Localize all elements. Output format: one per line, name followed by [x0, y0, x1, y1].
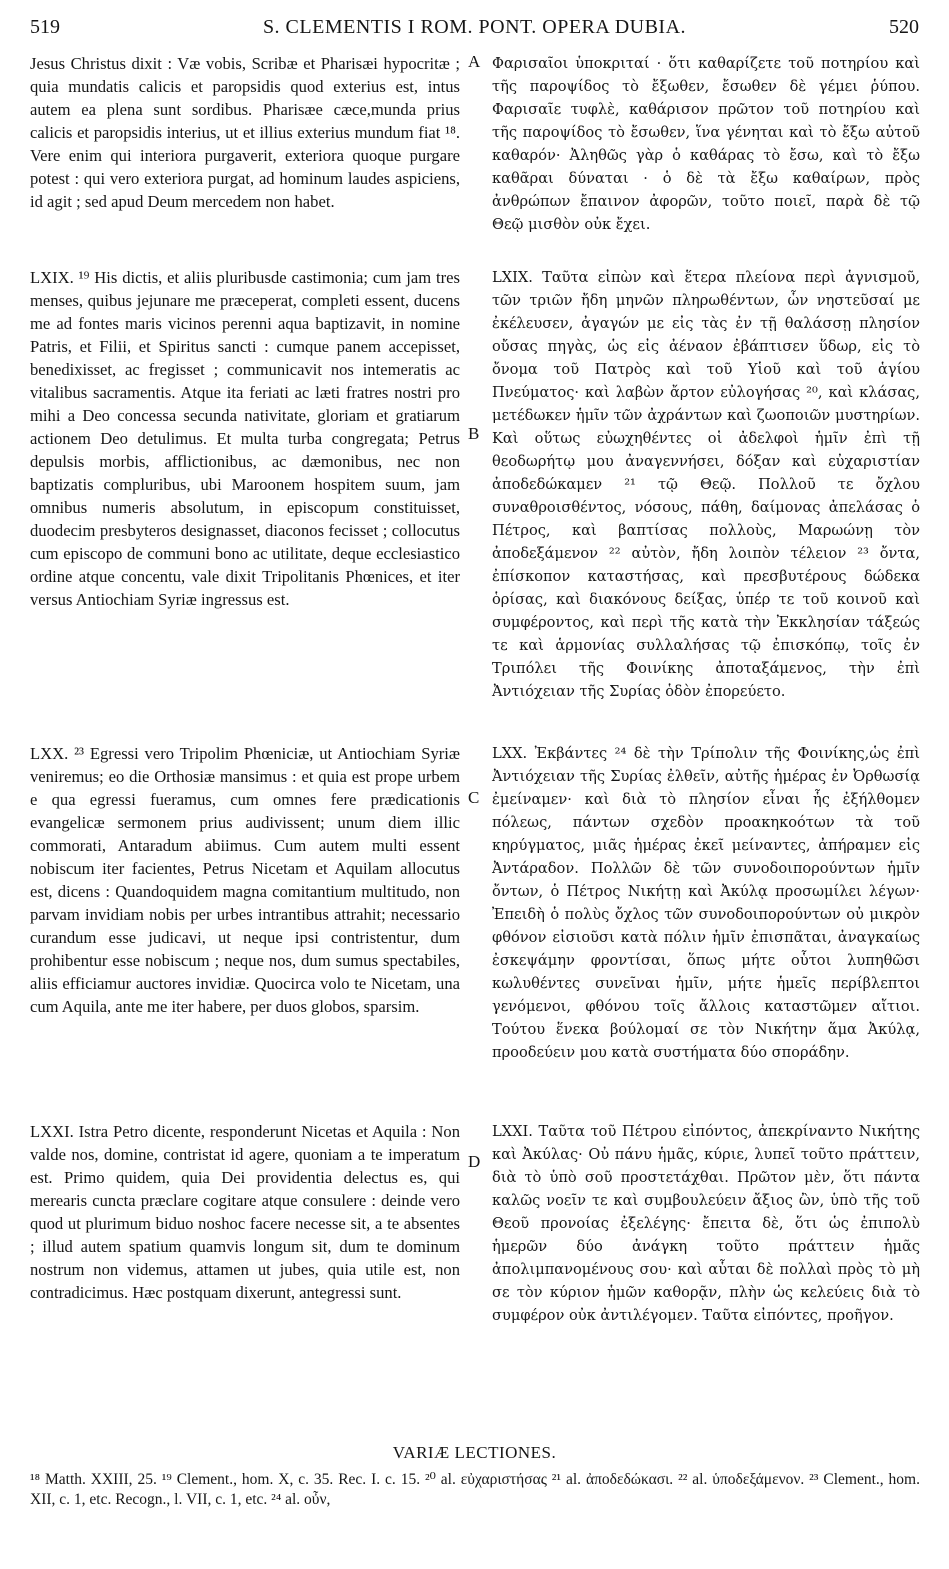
greek-text-1: Φαρισαῖοι ὑποκριταί · ὅτι καθαρίζετε τοῦ ποτηρίου καὶ τῆς παροψίδος τὸ ἔξωθεν, ἔσωθεν δὲ γέμει ῥύπου. Φαρισαῖε τυφλὲ, καθάρισον πρῶτον τοῦ ποτηρίου καὶ τῆς παροψίδος τὸ ἔσωθεν, ἵνα γένηται καὶ τὸ ἔξω αὐτοῦ καθαρόν· Ἀληθῶς γὰρ ὁ καθάρας τὸ ἔσω, καὶ τὸ ἔξω καθᾶραι δύναται · ὁ δὲ τὰ ἔξω καθαίρων, πρὸς ἀνθρώπων ἔπαινον ἀφορῶν, τοῦτο ποιεῖ, παρὰ δὲ τῷ Θεῷ μισθὸν οὐκ ἔχει. — [492, 55, 920, 233]
greek-paragraph-4 — [492, 1120, 920, 1327]
margin-letter-c: C — [468, 788, 480, 807]
greek-text-2: LXIX. Ταῦτα εἰπὼν καὶ ἕτερα πλείονα περὶ ἁγνισμοῦ, τῶν τριῶν ἤδη μηνῶν πληρωθέντων, ὧν νηστεῦσαί με ἐκέλευσεν, ἀγαγών με εἰς τὰς ἐν τῇ θαλάσσῃ πλησίον οὔσας πηγὰς, ὡς εἰς ἀέναον ἐβάπτισεν ὕδωρ, εἰς τὸ ὄνομα τοῦ Πατρὸς καὶ τοῦ Υἱοῦ καὶ τοῦ ἁγίου Πνεύματος· καὶ λαβὼν ἄρτον εὐλογήσας ²⁰, καὶ κλάσας, μετέδωκεν ἡμῖν τῶν ἀχράντων καὶ ζωοποιῶν μυστηρίων. Καὶ οὕτως εὐωχηθέντες οἱ ἀδελφοὶ ἡμῖν ἐπὶ τῇ θεοδωρήτῳ μου ἀναγεννήσει, δόξαν καὶ εὐχαριστίαν ἀποδεδώκαμεν ²¹ τῷ Θεῷ. Πολλοῦ τε ὄχλου συναθροισθέντος, νόσους, πάθη, δαίμονας ἀπελάσας ὁ Πέτρος, καὶ βαπτίσας πολλοὺς, Μαρωώνῃ τὸν ἀποδεξάμενον ²² αὐτὸν, ἤδη λοιπὸν τέλειον ²³ ὄντα, ἐπίσκοπον καταστήσας, καὶ πρεσβυτέρους δώδεκα ὁρίσας, καὶ διακόνους δείξας, ὑπέρ τε τοῦ κοινοῦ καὶ συμφέροντος, καὶ περὶ τῆς κατὰ τὴν Ἐκκλησίαν τάξεώς τε καὶ ἁρμονίας συλλαλήσας τῷ ἐπισκόπῳ, τοῖς ἐν Τριπόλει τῆς Φοινίκης ἀποταξάμενος, τὴν ἐπὶ Ἀντιόχειαν τῆς Συρίας ὁδὸν ἐπορεύετο. — [492, 269, 920, 700]
latin-text-4: LXXI. Istra Petro dicente, responderunt Nicetas et Aquila : Non valde nos, domine, contristat id agere, quoniam a te imperatum est. Primo quidem, quia Dei providentia delectus es, qui merearis cuncta præclare cogitare atque consulere : deinde vero quod ut plurimum biduo noshoc facere necesse sit, a te absentes ; illud autem spatium quamvis longum sit, dum te dominum nostrum non videmus, attamen ut jubes, quia utile est, non contradicimus. Hæc postquam dixerunt, antegressi sunt. — [30, 1122, 460, 1302]
greek-text-4: LXXI. Ταῦτα τοῦ Πέτρου εἰπόντος, ἀπεκρίναντο Νικήτης καὶ Ἀκύλας· Οὐ πάνυ ἡμᾶς, κύριε, λυπεῖ τοῦτο πράττειν, διὰ τὸ ὑπὸ σοῦ προστετάχθαι. Πρῶτον μὲν, ὅτι πάντα καλῶς νοεῖν τε καὶ συμβουλεύειν ἄξιος ὢν, ὑπὸ τῆς τοῦ Θεοῦ προνοίας ἐξελέγης· ἔπειτα δὲ, ὅτι ὡς ἐπιπολὺ ἡμερῶν δύο ἀνάγκη τοῦτο πράττειν ἡμᾶς ἀπολιμπανομένους σου· καὶ αὗται δὲ πολλαὶ πρὸς τὸ μὴ σε τὸν κύριον ἡμῶν καθορᾷν, πλὴν ὡς κελεύεις διὰ τὸ συμφέρον οὐκ ἀντιλέγομεν. Ταῦτα εἰπόντες, προῆγον. — [492, 1123, 920, 1324]
variae-lectiones-heading: VARIÆ LECTIONES. — [392, 1443, 557, 1462]
page-title: S. CLEMENTIS I ROM. PONT. OPERA DUBIA. — [262, 16, 687, 38]
greek-text-3: LXX. Ἐκβάντες ²⁴ δὲ τὴν Τρίπολιν τῆς Φοινίκης,ὡς ἐπὶ Ἀντιόχειαν τῆς Συρίας ἐλθεῖν, αὐτῆς ἡμέρας ἐν Ὀρθωσίᾳ ἐμείναμεν· καὶ διὰ τὸ πλησίον εἶναι ἧς ἐξήλθομεν πόλεως, πάντων σχεδὸν προακηκοότων τὰ τοῦ κηρύγματος, μιᾶς ἡμέρας ἐκεῖ μείναντες, ἀπήραμεν εἰς Ἀντάραδον. Πολλῶν δὲ τῶν συνοδοιπορούντων ἡμῖν ὄντων, ὁ Πέτρος Νικήτῃ καὶ Ἀκύλᾳ προσωμίλει λέγων· Ἐπειδὴ ὁ πολὺς ὄχλος τῶν συνοδοιπορούντων οὐ μικρὸν φθόνον εἰσιοῦσι κατὰ πόλιν ἡμῖν ἐπισπᾶται, ἀναγκαίως ἐσκεψάμην φροντίσαι, ὅπως μήτε οὗτοι λυπηθῶσι κωλυθέντες συνεῖναι ἡμῖν, μήτε ἡμεῖς περίβλεπτοι γενόμενοι, φθόνου τοῖς ἄλλοις καταστῶμεν αἴτιοι. Τούτου ἕνεκα βούλομαί σε τὸν Νικήτην ἅμα Ἀκύλᾳ, προοδεύειν μου κατὰ συστήματα δύο σποράδην. — [492, 745, 920, 1061]
margin-letter-a: A — [468, 52, 481, 71]
running-header — [30, 12, 919, 42]
greek-paragraph-2 — [492, 266, 920, 703]
variae-lectiones-notes: ¹⁸ Matth. XXIII, 25. ¹⁹ Clement., hom. X, c. 35. Rec. I. c. 15. ²⁰ al. εὐχαριστήσας ²¹ al. ἀποδεδώκασι. ²² al. ὑποδεξάμενον. ²³ Clement., hom. XII, c. 1, etc. Recogn., l. VII, c. 1, etc. ²⁴ al. οὖν, — [30, 1471, 920, 1508]
latin-text-3: LXX. ²³ Egressi vero Tripolim Phœniciæ, ut Antiochiam Syriæ veniremus; eo die Orthosiæ mansimus : et quia est prope urbem e qua egressi fueramus, cum omnes fere prædicationis evangelicæ sermonem prius audivissent; unum diem illic commorati, Antaradum abiimus. Cum autem multi essent nobiscum iter facientes, Petrus Nicetam et Aquilam allocutus est, dicens : Quandoquidem magna comitantium multitudo, non parvam invidiam nobis per urbes intrantibus attrahit; necessario curandum esse judicavi, ut neque ipsi contristentur, dum prohibentur esse nobiscum ; neque nos, dum sumus spectabiles, aliis efficiamur auctores invidiæ. Quocirca volo te Nicetam, una cum Aquila, ante me iter habere, per duos globos, sparsim. — [30, 744, 460, 1016]
latin-paragraph-1 — [30, 52, 460, 213]
greek-paragraph-1 — [492, 52, 920, 236]
page-number-left: 519 — [30, 16, 60, 38]
greek-paragraph-3 — [492, 742, 920, 1064]
margin-letter-d: D — [468, 1152, 481, 1171]
latin-paragraph-3 — [30, 742, 460, 1018]
page-number-right: 520 — [889, 16, 919, 38]
latin-paragraph-4 — [30, 1120, 460, 1304]
margin-letter-b: B — [468, 424, 480, 443]
latin-text-1: Jesus Christus dixit : Væ vobis, Scribæ et Pharisæi hypocritæ ; quia mundatis calicis et paropsidis quod exterius est, intus autem ea plena sunt sordibus. Pharisæe cæce,munda prius calicis et paropsidis interius, ut et illius exterius mundum fiat ¹⁸. Vere enim qui interiora purgaverit, exteriora quoque purgare potest : qui vero exteriora purgat, ad hominum laudes aspiciens, id agit ; sed apud Deum mercedem non habet. — [30, 54, 460, 211]
latin-text-2: LXIX. ¹⁹ His dictis, et aliis pluribusde castimonia; cum jam tres menses, quibus jejunare me præceperat, completi essent, ducens me ad fontes maris vicinos perenni aqua baptizavit, in nomine Patris, et Filii, et Spiritus sancti : cumque panem accepisset, benedixisset, ac fregisset ; communicavit nos intemeratis ac vitalibus sacramentis. Atque ita feriati ac læti fratres nostri pro mihi a Deo concessa secunda nativitate, gloriam et gratiarum actionem Deo detulimus. Et multa turba congregata; Petrus depulsis morbis, afflictionibus, ac dæmonibus, nec non baptizatis compluribus, ubi Maroonem hospitem suum, jam omnibus numeris absolutum, in episcopum constituisset, duodecim presbyteros designasset, diaconos fecisset ; collocutus cum episcopo de communi bono ac utilitate, deque ecclesiastico ordine atque concentu, vale dixit Tripolitanis Phœnices, et iter versus Antiochiam Syriæ ingressus est. — [30, 268, 460, 609]
latin-paragraph-2 — [30, 266, 460, 611]
